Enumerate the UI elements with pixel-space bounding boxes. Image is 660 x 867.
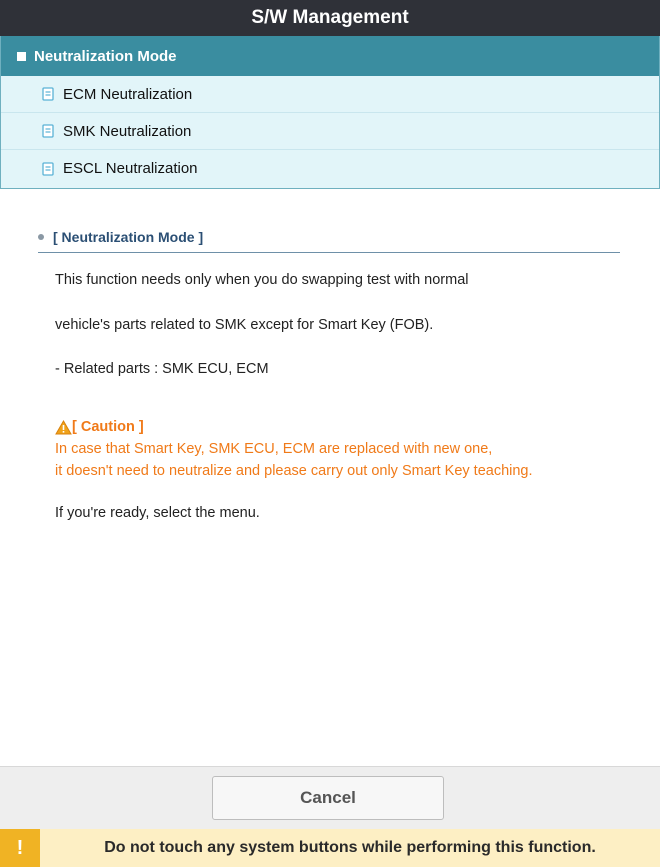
menu-header-label: Neutralization Mode — [34, 47, 177, 65]
exclamation-icon: ! — [0, 829, 40, 867]
warning-bar — [0, 829, 660, 867]
square-bullet-icon — [17, 52, 26, 61]
description-line-2: vehicle's parts related to SMK except for Smart Key (FOB). — [55, 317, 434, 333]
menu-header-neutralization-mode[interactable] — [1, 36, 659, 76]
caution-title: [ Caution ] — [72, 419, 144, 435]
description-line-1: This function needs only when you do swapping test with normal — [55, 272, 469, 288]
bullet-dot-icon — [38, 234, 44, 240]
section-title: [ Neutralization Mode ] — [53, 229, 204, 245]
ready-instruction: If you're ready, select the menu. — [55, 505, 260, 521]
menu-item-ecm-neutralization[interactable] — [1, 76, 659, 113]
menu-item-smk-neutralization[interactable] — [1, 113, 659, 150]
document-icon — [41, 124, 55, 138]
caution-line-2: it doesn't need to neutralize and please carry out only Smart Key teaching. — [55, 463, 533, 479]
description-section — [38, 222, 620, 253]
title-bar — [0, 0, 660, 36]
document-icon — [41, 162, 55, 176]
warning-triangle-icon — [55, 420, 72, 435]
footer-bar — [0, 766, 660, 829]
description-line-3: - Related parts : SMK ECU, ECM — [55, 361, 269, 377]
cancel-button[interactable]: Cancel — [212, 776, 444, 820]
warning-message: Do not touch any system buttons while performing this function. — [104, 839, 596, 856]
menu-item-label: SMK Neutralization — [63, 122, 192, 140]
page-title: S/W Management — [251, 7, 409, 28]
caution-line-1: In case that Smart Key, SMK ECU, ECM are replaced with new one, — [55, 441, 493, 457]
menu-panel — [0, 36, 660, 189]
section-heading — [38, 222, 620, 253]
menu-item-escl-neutralization[interactable] — [1, 150, 659, 187]
menu-item-label: ESCL Neutralization — [63, 160, 198, 177]
document-icon — [41, 87, 55, 101]
menu-item-label: ECM Neutralization — [63, 85, 193, 103]
caution-heading — [55, 419, 144, 435]
